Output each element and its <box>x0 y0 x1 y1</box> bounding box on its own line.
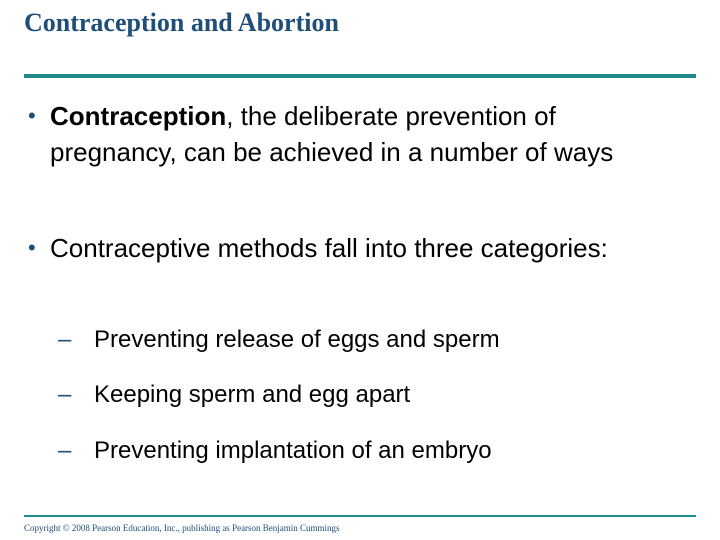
bullet-text <box>50 98 670 170</box>
sub-item-text: Preventing release of eggs and sperm <box>94 326 500 353</box>
sub-item <box>58 325 500 355</box>
sub-item-text: Preventing implantation of an embryo <box>94 437 492 464</box>
bullet-term: Contraception <box>50 101 227 131</box>
bullet-marker: • <box>28 235 36 260</box>
bullet-item-categories <box>28 230 670 266</box>
sub-item <box>58 380 410 410</box>
sub-marker: – <box>58 326 72 353</box>
sub-marker: – <box>58 437 72 464</box>
sub-marker: – <box>58 381 72 408</box>
copyright-footer: Copyright © 2008 Pearson Education, Inc., publishing as Pearson Benjamin Cummings <box>24 523 340 533</box>
footer-divider <box>24 515 696 517</box>
sub-item <box>58 436 492 466</box>
title-divider <box>24 74 696 78</box>
sub-item-text: Keeping sperm and egg apart <box>94 381 411 408</box>
slide-title: Contraception and Abortion <box>24 8 339 37</box>
bullet-text: Contraceptive methods fall into three categories: <box>50 233 608 263</box>
bullet-body: , the deliberate prevention of pregnancy, can be achieved in a number of ways <box>50 101 614 167</box>
bullet-marker: • <box>28 103 36 128</box>
bullet-item-contraception <box>28 98 670 170</box>
